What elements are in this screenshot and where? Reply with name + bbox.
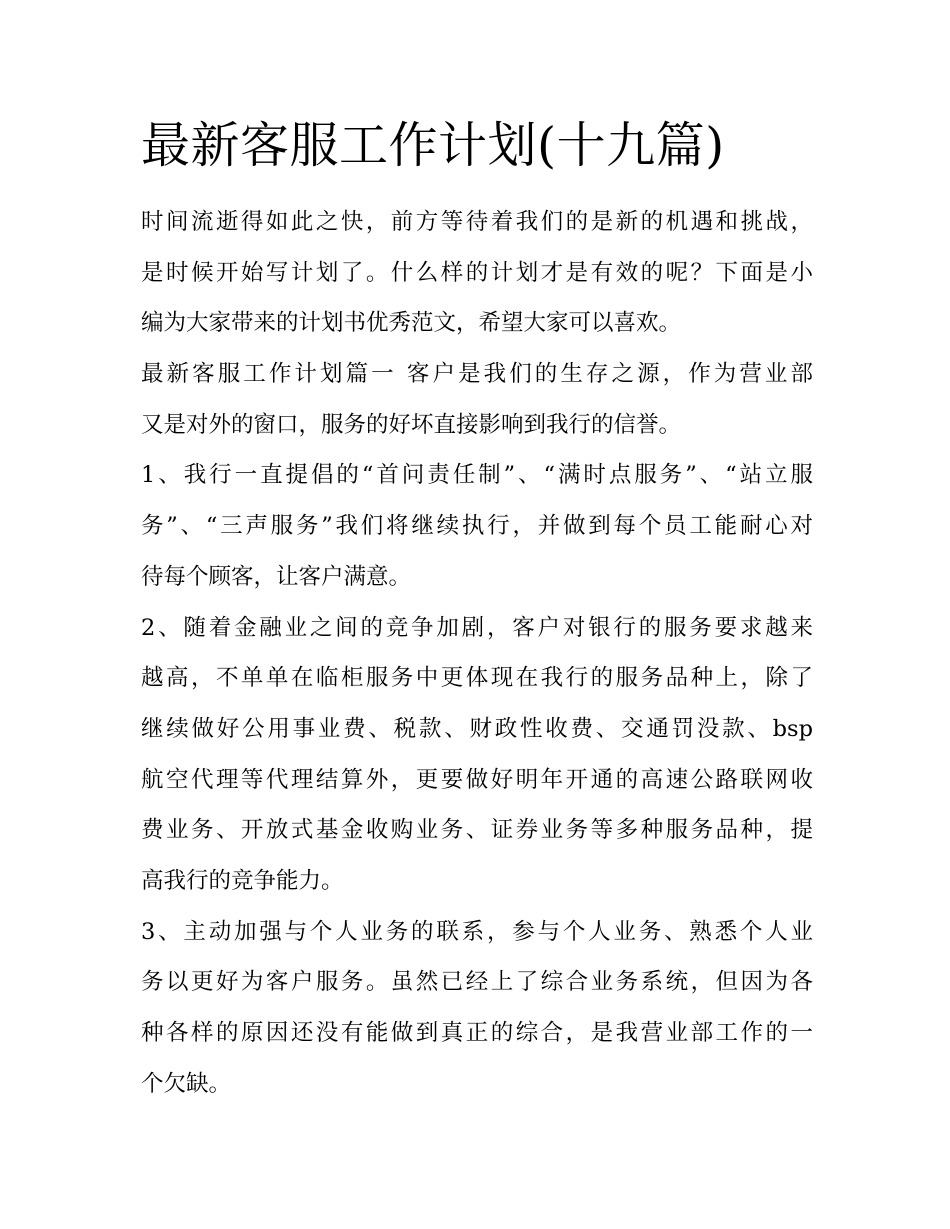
body-line: 2、随着金融业之间的竞争加剧，客户对银行的服务要求越来 xyxy=(141,614,813,641)
body-line: 费业务、开放式基金收购业务、证券业务等多种服务品种，提 xyxy=(141,817,813,844)
body-line: 务以更好为客户服务。虽然已经上了综合业务系统，但因为各 xyxy=(141,969,813,996)
body-line: 务”、“三声服务”我们将继续执行，并做到每个员工能耐心对 xyxy=(141,513,813,540)
body-line: 继续做好公用事业费、税款、财政性收费、交通罚没款、bsp xyxy=(141,715,813,742)
body-line: 又是对外的窗口，服务的好坏直接影响到我行的信誉。 xyxy=(141,411,682,438)
body-line: 是时候开始写计划了。什么样的计划才是有效的呢？下面是小 xyxy=(141,259,813,286)
document-title: 最新客服工作计划(十九篇) xyxy=(141,117,725,174)
body-line: 最新客服工作计划篇一 客户是我们的生存之源，作为营业部 xyxy=(141,361,813,388)
body-line: 编为大家带来的计划书优秀范文，希望大家可以喜欢。 xyxy=(141,310,682,337)
body-line: 个欠缺。 xyxy=(141,1070,232,1097)
body-line: 高我行的竞争能力。 xyxy=(141,867,344,894)
body-line: 时间流逝得如此之快，前方等待着我们的是新的机遇和挑战， xyxy=(141,209,813,235)
document-body xyxy=(141,197,813,1109)
body-line: 越高，不单单在临柜服务中更体现在我行的服务品种上，除了 xyxy=(141,665,813,692)
body-line: 1、我行一直提倡的“首问责任制”、“满时点服务”、“站立服 xyxy=(141,462,813,489)
body-line: 航空代理等代理结算外，更要做好明年开通的高速公路联网收 xyxy=(141,766,813,793)
body-line: 待每个顾客，让客户满意。 xyxy=(141,563,412,590)
body-line: 种各样的原因还没有能做到真正的综合，是我营业部工作的一 xyxy=(141,1020,813,1046)
body-line: 3、主动加强与个人业务的联系，参与个人业务、熟悉个人业 xyxy=(141,918,813,945)
